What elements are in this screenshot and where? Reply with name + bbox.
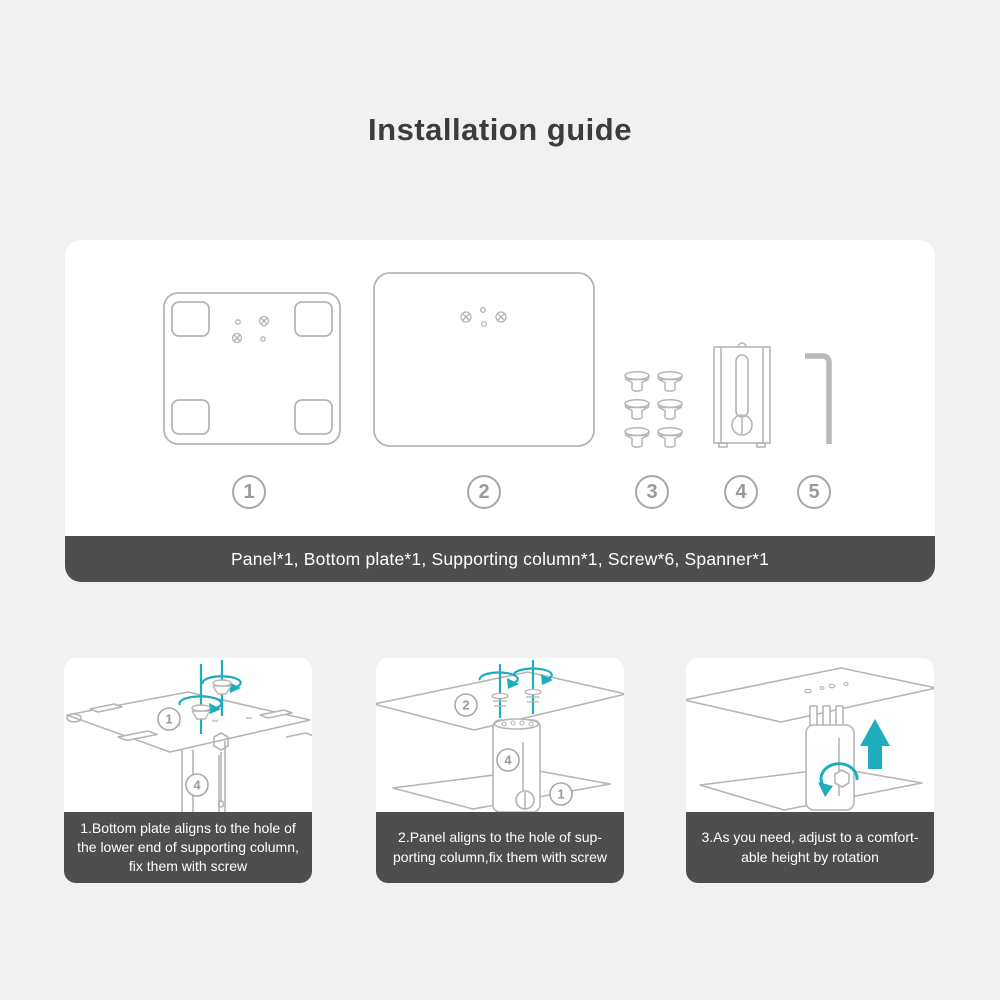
- parts-card: [65, 240, 935, 582]
- panel-icon: [374, 273, 594, 446]
- step-2-caption: 2.Panel aligns to the hole of sup- porting column,fix them with screw: [376, 812, 624, 883]
- step-3-drawing: [686, 658, 934, 812]
- bottom-plate-icon: [164, 293, 340, 444]
- parts-illustrations: [65, 240, 935, 536]
- step-card-3: [686, 658, 934, 883]
- step-3-caption: 3.As you need, adjust to a comfort- able height by rotation: [686, 812, 934, 883]
- step-card-2: [376, 658, 624, 883]
- parts-list-caption: Panel*1, Bottom plate*1, Supporting column*1, Screw*6, Spanner*1: [65, 536, 935, 582]
- up-arrow-icon: [860, 719, 890, 769]
- step-2-drawing: [376, 658, 624, 812]
- part-number-badge: 1: [232, 475, 266, 509]
- part-number-badge: 5: [797, 475, 831, 509]
- spanner-icon: [805, 356, 829, 444]
- part-number-badge: 4: [724, 475, 758, 509]
- step-card-1: [64, 658, 312, 883]
- screws-icon: [625, 372, 682, 448]
- page-title: Installation guide: [368, 112, 632, 147]
- svg-text:4: 4: [504, 752, 512, 768]
- svg-text:1: 1: [557, 786, 565, 802]
- step-1-drawing: [64, 658, 312, 812]
- part-number-badge: 2: [467, 475, 501, 509]
- step-1-caption: 1.Bottom plate aligns to the hole of the lower end of supporting column, fix them with screw: [64, 812, 312, 883]
- svg-text:2: 2: [462, 697, 470, 713]
- svg-text:4: 4: [193, 777, 201, 793]
- part-number-badge: 3: [635, 475, 669, 509]
- svg-text:1: 1: [165, 711, 173, 727]
- supporting-column-icon: [714, 343, 770, 447]
